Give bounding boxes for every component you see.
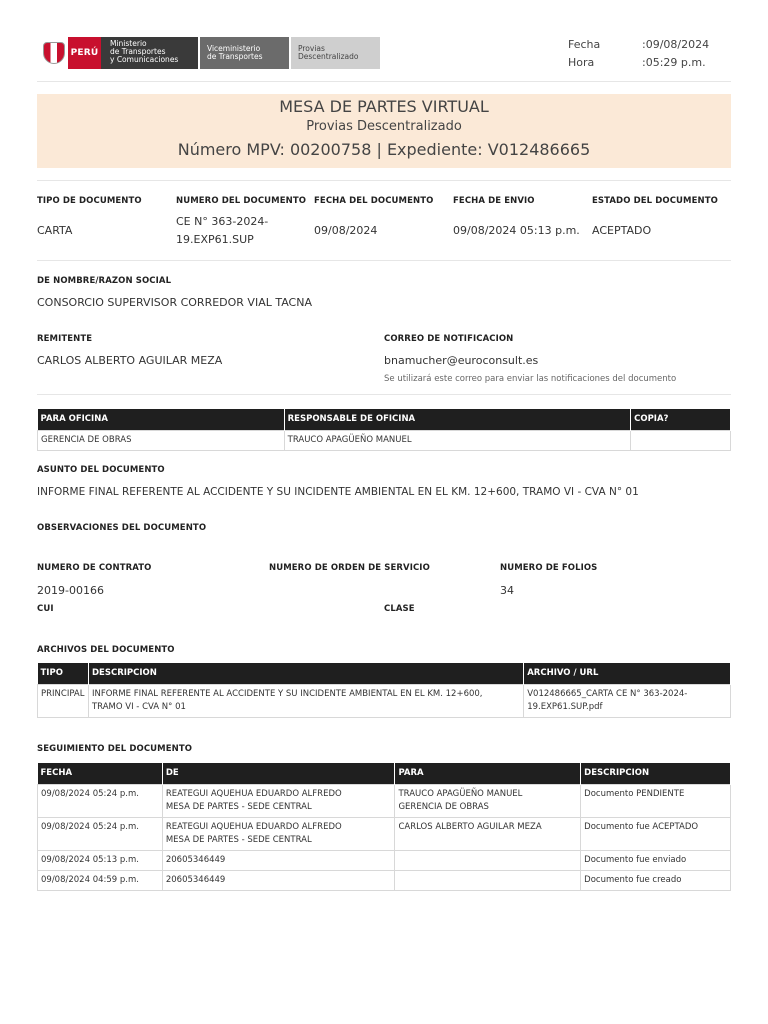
table-cell: 09/08/2024 05:24 p.m. [38, 817, 163, 850]
razon-social-label: DE NOMBRE/RAZON SOCIAL [37, 276, 172, 286]
fecha-value: :09/08/2024 [642, 38, 710, 51]
fecha-documento-value: 09/08/2024 [314, 224, 378, 237]
fecha-hora-box [568, 36, 709, 72]
table-cell [162, 817, 395, 850]
para-line: TRAUCO APAGÜEÑO MANUEL [398, 788, 523, 799]
divider [37, 180, 731, 181]
correo-note: Se utilizará este correo para enviar las notificaciones del documento [384, 374, 677, 384]
table-header-row [38, 763, 731, 784]
column-header: DESCRIPCION [581, 763, 731, 784]
contrato-value: 2019-00166 [37, 584, 104, 597]
table-cell: GERENCIA DE OBRAS [38, 430, 285, 450]
asunto-label: ASUNTO DEL DOCUMENTO [37, 465, 165, 475]
table-row [38, 870, 731, 890]
de-line: MESA DE PARTES - SEDE CENTRAL [165, 834, 312, 845]
column-header: DESCRIPCION [88, 663, 523, 684]
table-row [38, 784, 731, 817]
table-header-row [38, 409, 731, 430]
table-cell: PRINCIPAL [38, 684, 89, 717]
table-row [38, 430, 731, 450]
provias-logo: Provias Descentralizado [291, 37, 380, 69]
contrato-label: NUMERO DE CONTRATO [37, 563, 152, 573]
razon-social-value: CONSORCIO SUPERVISOR CORREDOR VIAL TACNA [37, 296, 312, 309]
ministerio-logo: Ministerio de Transportes y Comunicaciones [101, 37, 198, 69]
column-header: FECHA [38, 763, 163, 784]
de-line: MESA DE PARTES - SEDE CENTRAL [165, 801, 312, 812]
cui-label: CUI [37, 604, 54, 614]
viceministerio-logo: Viceministerio de Transportes [200, 37, 289, 69]
archivo-link-cell[interactable] [524, 684, 731, 717]
column-header: ARCHIVO / URL [524, 663, 731, 684]
column-header: TIPO [38, 663, 89, 684]
column-header: RESPONSABLE DE OFICINA [284, 409, 630, 430]
column-header: PARA OFICINA [38, 409, 285, 430]
hora-value: :05:29 p.m. [642, 56, 706, 69]
tipo-documento-label: TIPO DE DOCUMENTO [37, 196, 142, 206]
correo-value: bnamucher@euroconsult.es [384, 354, 539, 367]
fecha-documento-label: FECHA DEL DOCUMENTO [314, 196, 434, 206]
table-cell [88, 684, 523, 717]
table-cell [395, 784, 581, 817]
de-line: REATEGUI AQUEHUA EDUARDO ALFREDO [165, 788, 342, 799]
table-cell: 09/08/2024 04:59 p.m. [38, 870, 163, 890]
remitente-value: CARLOS ALBERTO AGUILAR MEZA [37, 354, 223, 367]
orden-servicio-label: NUMERO DE ORDEN DE SERVICIO [269, 563, 430, 573]
numero-documento-value-line2: 19.EXP61.SUP [176, 233, 254, 246]
archivos-table [37, 663, 731, 718]
estado-documento-value: ACEPTADO [592, 224, 652, 237]
coat-of-arms-icon [39, 37, 68, 69]
table-header-row [38, 663, 731, 684]
oficina-table [37, 409, 731, 451]
archivo-link-line[interactable]: V012486665_CARTA CE N° 363-2024- [527, 688, 688, 699]
table-cell [395, 870, 581, 890]
fecha-envio-label: FECHA DE ENVIO [453, 196, 535, 206]
table-cell: Documento fue ACEPTADO [581, 817, 731, 850]
hora-label: Hora [568, 56, 595, 69]
table-cell: TRAUCO APAGÜEÑO MANUEL [284, 430, 630, 450]
numero-documento-value-line1: CE N° 363-2024- [176, 215, 269, 228]
seguimiento-label: SEGUIMIENTO DEL DOCUMENTO [37, 744, 193, 754]
para-line: CARLOS ALBERTO AGUILAR MEZA [398, 821, 542, 832]
page-title: MESA DE PARTES VIRTUAL [279, 97, 489, 116]
table-cell: 20605346449 [162, 850, 395, 870]
observaciones-label: OBSERVACIONES DEL DOCUMENTO [37, 523, 207, 533]
tipo-documento-value: CARTA [37, 224, 73, 237]
divider [37, 394, 731, 395]
table-cell: 20605346449 [162, 870, 395, 890]
clase-label: CLASE [384, 604, 415, 614]
correo-label: CORREO DE NOTIFICACION [384, 334, 514, 344]
table-cell [162, 784, 395, 817]
folios-label: NUMERO DE FOLIOS [500, 563, 598, 573]
page-subtitle: Provias Descentralizado [306, 119, 462, 134]
estado-documento-label: ESTADO DEL DOCUMENTO [592, 196, 718, 206]
peru-logo: PERÚ [68, 37, 101, 69]
table-cell: 09/08/2024 05:24 p.m. [38, 784, 163, 817]
table-cell [395, 850, 581, 870]
archivos-label: ARCHIVOS DEL DOCUMENTO [37, 645, 175, 655]
column-header: PARA [395, 763, 581, 784]
divider [37, 81, 731, 82]
asunto-value: INFORME FINAL REFERENTE AL ACCIDENTE Y SU INCIDENTE AMBIENTAL EN EL KM. 12+600, TRAMO VI - CVA N° 01 [37, 486, 639, 498]
expediente-number: Número MPV: 00200758 | Expediente: V012486665 [177, 140, 591, 159]
folios-value: 34 [500, 584, 514, 597]
de-line: REATEGUI AQUEHUA EDUARDO ALFREDO [165, 821, 342, 832]
numero-documento-label: NUMERO DEL DOCUMENTO [176, 196, 307, 206]
fecha-envio-value: 09/08/2024 05:13 p.m. [453, 224, 580, 237]
table-cell: 09/08/2024 05:13 p.m. [38, 850, 163, 870]
table-row [38, 684, 731, 717]
table-cell: Documento fue enviado [581, 850, 731, 870]
table-cell: Documento PENDIENTE [581, 784, 731, 817]
para-line: GERENCIA DE OBRAS [398, 801, 489, 812]
archivo-link-line[interactable]: 19.EXP61.SUP.pdf [527, 701, 603, 712]
table-cell [631, 430, 731, 450]
divider [37, 260, 731, 261]
table-row [38, 850, 731, 870]
remitente-label: REMITENTE [37, 334, 93, 344]
seguimiento-table [37, 763, 731, 891]
table-cell [395, 817, 581, 850]
descripcion-line: INFORME FINAL REFERENTE AL ACCIDENTE Y SU INCIDENTE AMBIENTAL EN EL KM. 12+600, [91, 688, 483, 699]
column-header: COPIA? [631, 409, 731, 430]
table-row [38, 817, 731, 850]
header-logos [39, 37, 380, 69]
fecha-label: Fecha [568, 38, 601, 51]
column-header: DE [162, 763, 395, 784]
title-banner [37, 94, 731, 168]
descripcion-line: TRAMO VI - CVA N° 01 [91, 701, 186, 712]
table-cell: Documento fue creado [581, 870, 731, 890]
